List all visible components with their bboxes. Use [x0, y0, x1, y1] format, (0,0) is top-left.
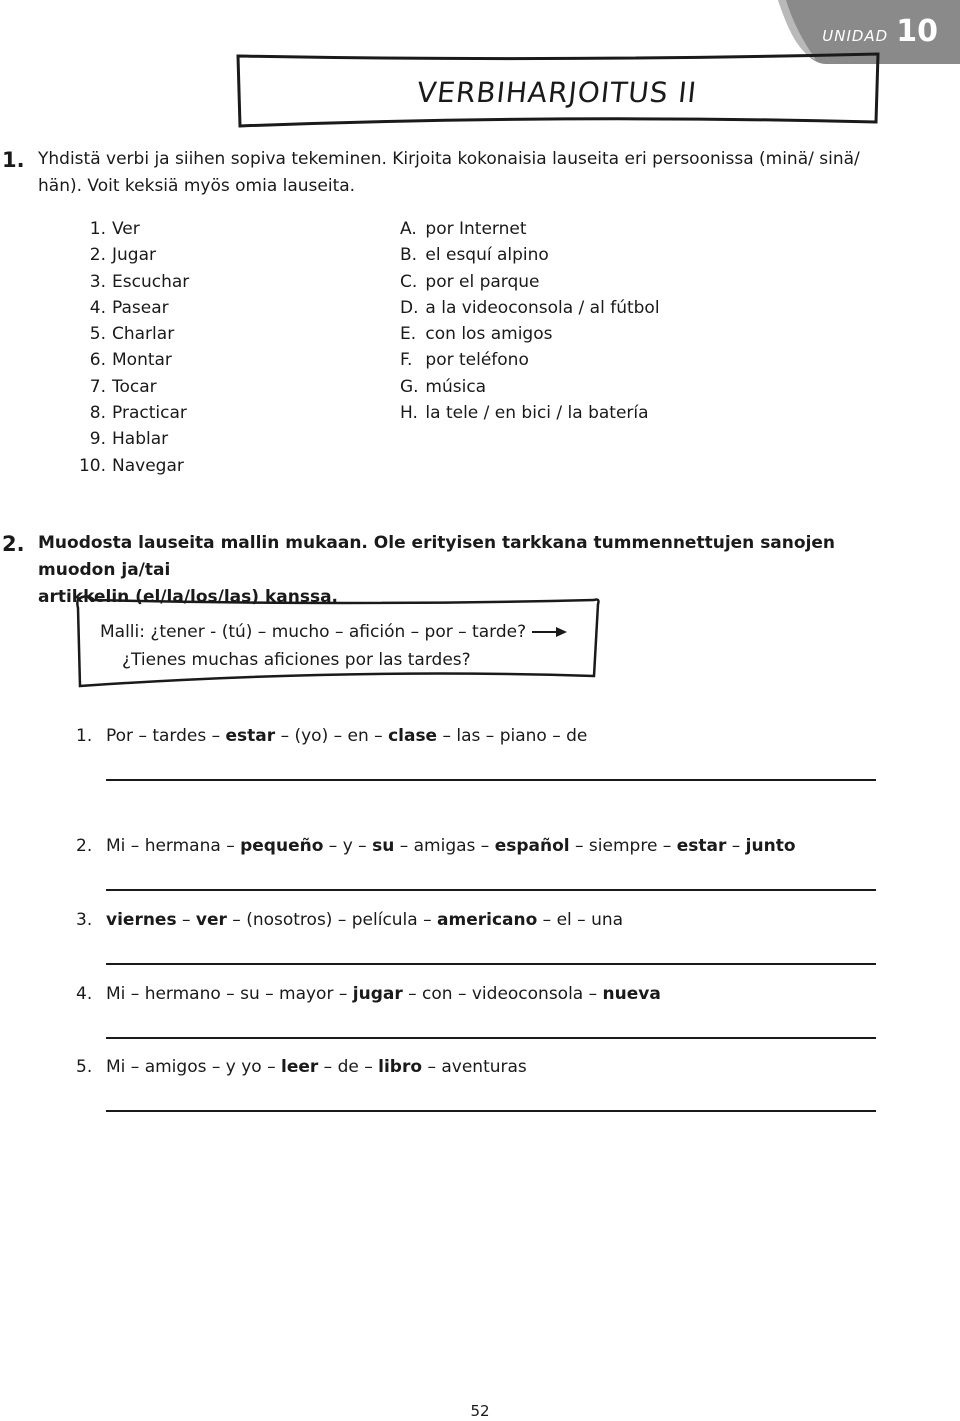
list-item: 8. Practicar — [89, 403, 187, 424]
page-number: 52 — [470, 1402, 490, 1420]
exercise-2-instruction-line: Muodosta lauseita mallin mukaan. Ole erityisen tarkkana tummennettujen sanojen muodon ja/tai — [38, 533, 836, 580]
list-item: 6. Montar — [89, 350, 172, 371]
exercise-1-number: 1. — [2, 148, 25, 172]
exercise-1-instruction-line: hän). Voit keksiä myös omia lauseita. — [38, 176, 356, 196]
answer-line[interactable] — [106, 1110, 876, 1112]
unit-label — [822, 14, 938, 49]
bold-word: estar — [225, 726, 276, 746]
item-number: 2. — [76, 836, 93, 856]
title-banner — [232, 50, 882, 130]
list-item: H. la tele / en bici / la batería — [400, 403, 649, 424]
exercise-2-item — [76, 726, 587, 746]
word-segment: – (nosotros) – película – — [226, 910, 438, 930]
answer-line[interactable] — [106, 1037, 876, 1039]
bold-word: su — [372, 836, 395, 856]
bold-word: estar — [676, 836, 727, 856]
exercise-1-instruction — [38, 146, 918, 200]
arrow-right-icon — [532, 626, 568, 638]
word-segment: – siempre – — [569, 836, 677, 856]
list-item: G. música — [400, 376, 487, 397]
word-segment: – aventuras — [422, 1057, 527, 1077]
bold-word: junto — [745, 836, 796, 856]
bold-word: nueva — [602, 984, 661, 1004]
exercise-2-item — [76, 1057, 527, 1077]
answer-line[interactable] — [106, 779, 876, 781]
answer-line[interactable] — [106, 963, 876, 965]
exercise-2-item — [76, 984, 661, 1004]
list-item: B. el esquí alpino — [400, 245, 549, 266]
page-title: VERBIHARJOITUS II — [415, 76, 699, 109]
list-item: 1. Ver — [89, 219, 140, 239]
word-segment: – las – piano – de — [437, 726, 588, 746]
word-segment: – y – — [323, 836, 373, 856]
item-words — [106, 726, 587, 746]
bold-word: viernes — [106, 910, 177, 930]
word-segment: – — [726, 836, 746, 856]
bold-word: jugar — [352, 984, 403, 1004]
bold-word: libro — [378, 1057, 423, 1077]
exercise-2-instruction-line: artikkelin (el/la/los/las) kanssa. — [38, 587, 338, 607]
word-segment: Mi – amigos – y yo – — [106, 1057, 281, 1077]
exercise-2-item — [76, 836, 796, 856]
item-number: 5. — [76, 1057, 93, 1077]
bold-word: pequeño — [240, 836, 324, 856]
list-item: F. por teléfono — [400, 350, 529, 371]
list-item: 4. Pasear — [89, 297, 169, 318]
item-words — [106, 984, 661, 1004]
list-item: C. por el parque — [400, 271, 540, 292]
list-item: D. a la videoconsola / al fútbol — [400, 297, 660, 318]
item-words — [106, 1057, 527, 1077]
word-segment: – — [176, 910, 196, 930]
list-item: 9. Hablar — [89, 429, 169, 450]
answer-line[interactable] — [106, 889, 876, 891]
word-segment: Mi – hermano – su – mayor – — [106, 984, 353, 1004]
item-words — [106, 910, 623, 930]
list-item: E. con los amigos — [400, 324, 553, 345]
model-answer: ¿Tienes muchas aficiones por las tardes? — [122, 650, 471, 670]
item-words — [106, 836, 796, 856]
list-item: 7. Tocar — [89, 376, 157, 397]
list-item: 2. Jugar — [89, 245, 156, 266]
word-segment: Mi – hermana – — [106, 836, 241, 856]
bold-word: español — [494, 836, 570, 856]
list-item: 3. Escuchar — [89, 271, 190, 292]
list-item: 5. Charlar — [89, 324, 175, 345]
unit-number: 10 — [896, 14, 938, 49]
word-segment: – el – una — [537, 910, 624, 930]
model-prompt: Malli: ¿tener - (tú) – mucho – afición – por – tarde? — [100, 622, 527, 642]
bold-word: americano — [437, 910, 538, 930]
verb-list — [70, 216, 189, 479]
model-example — [100, 618, 568, 674]
list-item: A. por Internet — [400, 219, 527, 239]
exercise-2-item — [76, 910, 623, 930]
unit-word: UNIDAD — [822, 27, 889, 45]
word-segment: Por – tardes – — [106, 726, 226, 746]
item-number: 1. — [76, 726, 93, 746]
word-segment: – (yo) – en – — [275, 726, 389, 746]
list-item: 10. Navegar — [78, 455, 184, 476]
bold-word: clase — [388, 726, 438, 746]
exercise-1-instruction-line: Yhdistä verbi ja siihen sopiva tekeminen. Kirjoita kokonaisia lauseita eri persoonissa (minä/ sinä/ — [38, 149, 860, 169]
word-segment: – amigas – — [394, 836, 495, 856]
exercise-2-number: 2. — [2, 532, 25, 556]
item-number: 3. — [76, 910, 93, 930]
bold-word: leer — [281, 1057, 319, 1077]
bold-word: ver — [195, 910, 227, 930]
word-segment: – con – videoconsola – — [402, 984, 603, 1004]
word-segment: – de – — [318, 1057, 379, 1077]
item-number: 4. — [76, 984, 93, 1004]
activity-list — [400, 216, 660, 426]
